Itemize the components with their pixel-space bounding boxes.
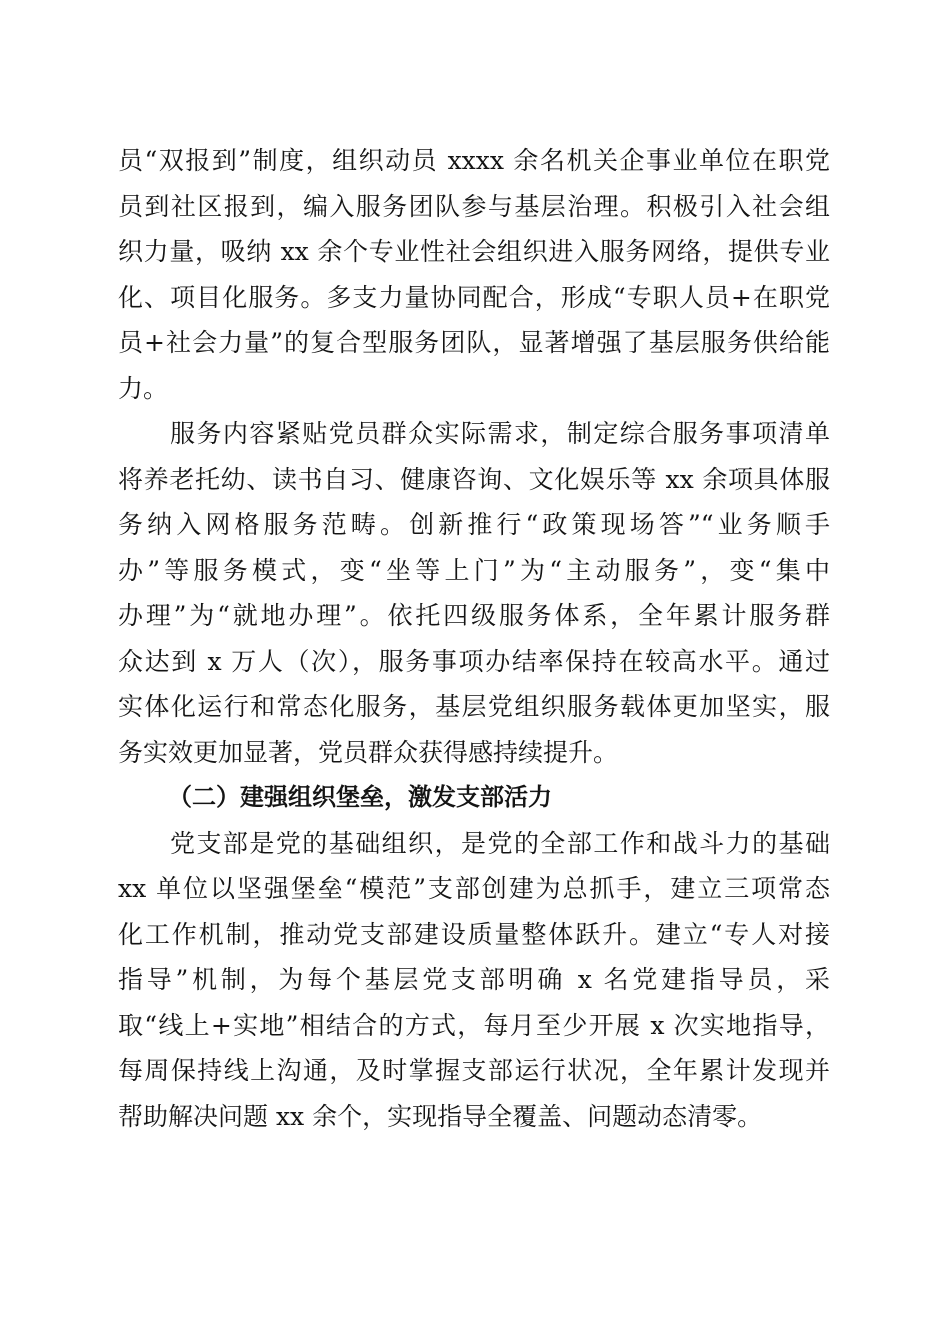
text-line: 办理”为“就地办理”。依托四级服务体系，全年累计服务群	[118, 601, 830, 630]
text-line: 化、项目化服务。多支力量协同配合，形成“专职人员+在职党	[118, 282, 830, 312]
text-line: 务纳入网格服务范畴。创新推行“政策现场答”“业务顺手	[118, 510, 830, 539]
text-line: 将养老托幼、读书自习、健康咨询、文化娱乐等 xx 余项具体服	[118, 464, 830, 494]
text-line: 服务内容紧贴党员群众实际需求，制定综合服务事项清单	[170, 419, 830, 448]
text-line: 员“双报到”制度，组织动员 xxxx 余名机关企事业单位在职党	[118, 146, 830, 175]
text-line: 党支部是党的基础组织，是党的全部工作和战斗力的基础	[170, 828, 830, 858]
paragraph-1	[118, 138, 830, 411]
text-line: 实体化运行和常态化服务，基层党组织服务载体更加坚实，服	[118, 692, 830, 721]
text-line: 力。	[118, 373, 169, 403]
document-body	[118, 138, 830, 1139]
text-line: 取“线上+实地”相结合的方式，每月至少开展 x 次实地指导，	[118, 1010, 830, 1040]
text-line: 务实效更加显著，党员群众获得感持续提升。	[118, 737, 619, 767]
text-line: 指导”机制，为每个基层党支部明确 x 名党建指导员，采	[118, 965, 830, 994]
text-line: xx 单位以坚强堡垒“模范”支部创建为总抓手，建立三项常态	[118, 874, 830, 903]
text-line: 众达到 x 万人（次），服务事项办结率保持在较高水平。通过	[118, 646, 830, 676]
paragraph-3	[118, 821, 830, 1140]
paragraph-2	[118, 411, 830, 775]
text-line: 织力量，吸纳 xx 余个专业性社会组织进入服务网络，提供专业	[118, 237, 830, 266]
section-heading: （二）建强组织堡垒，激发支部活力	[168, 783, 552, 811]
text-line: 办”等服务模式，变“坐等上门”为“主动服务”，变“集中	[118, 555, 830, 585]
text-line: 每周保持线上沟通，及时掌握支部运行状况，全年累计发现并	[118, 1056, 830, 1085]
text-line: 化工作机制，推动党支部建设质量整体跃升。建立“专人对接	[118, 919, 830, 949]
text-line: 员+社会力量”的复合型服务团队，显著增强了基层服务供给能	[118, 328, 830, 357]
text-line: 员到社区报到，编入服务团队参与基层治理。积极引入社会组	[118, 191, 830, 221]
text-line: 帮助解决问题 xx 余个，实现指导全覆盖、问题动态清零。	[118, 1101, 763, 1131]
